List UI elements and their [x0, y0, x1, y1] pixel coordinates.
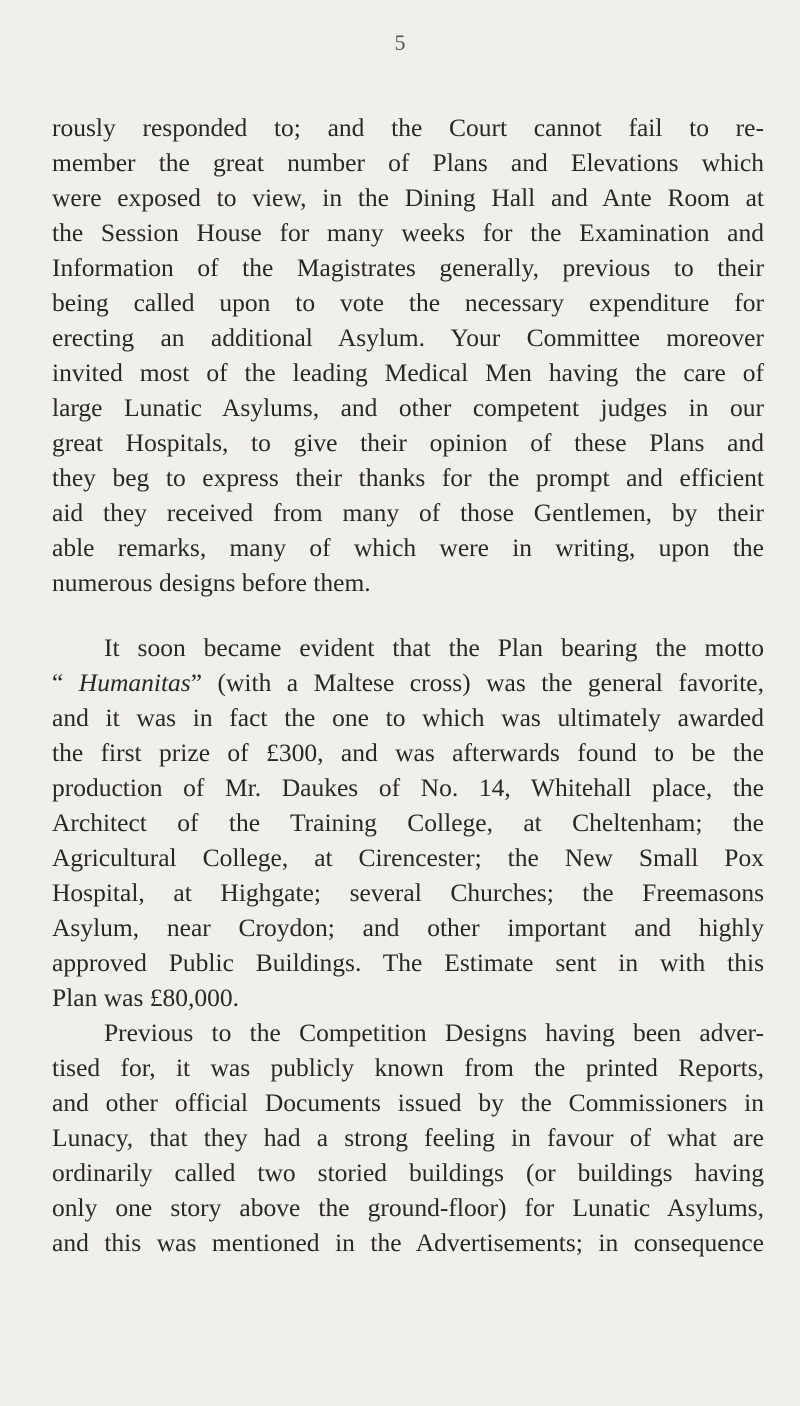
paragraph-1-line: were exposed to view, in the Dining Hall and Ante Room at	[52, 183, 764, 212]
motto-text: Humanitas	[78, 668, 191, 697]
paragraph-2-line: the first prize of £300, and was afterwards found to be the	[52, 738, 764, 767]
paragraph-1-line: great Hospitals, to give their opinion of these Plans and	[52, 428, 764, 457]
paragraph-3-line: Lunacy, that they had a strong feeling in favour of what are	[52, 1123, 764, 1152]
paragraph-3-line: ordinarily called two storied buildings (or buildings having	[52, 1158, 764, 1187]
paragraph-1-line: able remarks, many of which were in writing, upon the	[52, 533, 764, 562]
paragraph-1-line: invited most of the leading Medical Men having the care of	[52, 358, 764, 387]
paragraph-1-line: erecting an additional Asylum. Your Committee moreover	[52, 323, 764, 352]
paragraph-2-line: Agricultural College, at Cirencester; the New Small Pox	[52, 843, 764, 872]
paragraph-1-line: the Session House for many weeks for the Examination and	[52, 218, 764, 247]
paragraph-2-line: and it was in fact the one to which was ultimately awarded	[52, 703, 764, 732]
paragraph-3-line: tised for, it was publicly known from the printed Reports,	[52, 1053, 764, 1082]
paragraph-1-line: numerous designs before them.	[52, 568, 371, 597]
paragraph-2-line: It soon became evident that the Plan bearing the motto	[104, 633, 764, 662]
motto-line-rest: ” (with a Maltese cross) was the general favorite,	[190, 668, 765, 697]
paragraph-2-line: Asylum, near Croydon; and other important and highly	[52, 913, 764, 942]
open-quote: “	[52, 668, 64, 697]
paragraph-1-line: Information of the Magistrates generally, previous to their	[52, 253, 764, 282]
paragraph-1-line: aid they received from many of those Gentlemen, by their	[52, 498, 764, 527]
paragraph-2-line: production of Mr. Daukes of No. 14, Whitehall place, the	[52, 773, 764, 802]
paragraph-1-line: they beg to express their thanks for the prompt and efficient	[52, 463, 764, 492]
paragraph-1-line: being called upon to vote the necessary expenditure for	[52, 288, 764, 317]
paragraph-2-line: Hospital, at Highgate; several Churches; the Freemasons	[52, 878, 764, 907]
paragraph-3-line: and other official Documents issued by the Commissioners in	[52, 1088, 764, 1117]
paragraph-2-line: Plan was £80,000.	[52, 983, 239, 1012]
paragraph-3-line: Previous to the Competition Designs having been adver-	[104, 1018, 764, 1047]
paragraph-3-line: and this was mentioned in the Advertisements; in consequence	[52, 1228, 764, 1257]
paragraph-1-line: member the great number of Plans and Elevations which	[52, 148, 764, 177]
paragraph-2-line: Architect of the Training College, at Cheltenham; the	[52, 808, 764, 837]
page-number: 5	[394, 30, 406, 55]
paragraph-1-line: rously responded to; and the Court cannot fail to re-	[52, 113, 764, 142]
paragraph-3-line: only one story above the ground-floor) for Lunatic Asylums,	[52, 1193, 764, 1222]
paragraph-1-line: large Lunatic Asylums, and other competent judges in our	[52, 393, 764, 422]
paragraph-2-line: approved Public Buildings. The Estimate sent in with this	[52, 948, 764, 977]
paragraph-2-line-motto	[52, 667, 764, 699]
